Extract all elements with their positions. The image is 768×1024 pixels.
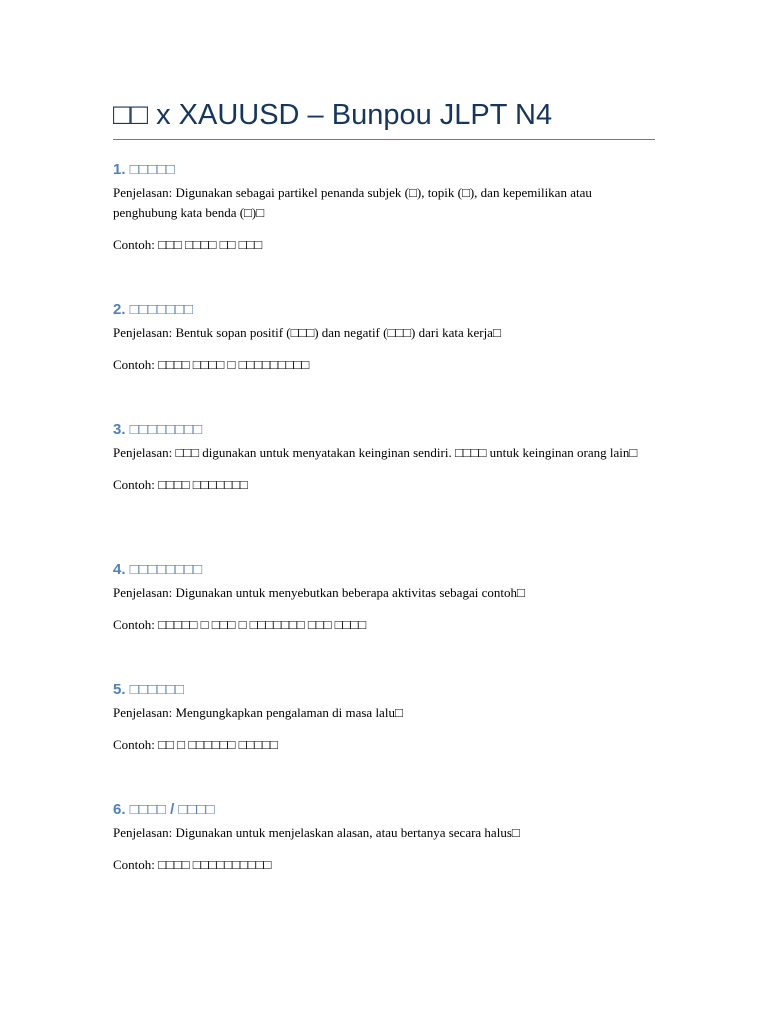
section-heading: 1. □□□□□ — [113, 161, 175, 178]
grammar-section-3 — [113, 420, 658, 495]
section-explanation: Penjelasan: Digunakan sebagai partikel penanda subjek (□), topik (□), dan kepemilikan atau penghubung kata benda (□)□ — [113, 185, 592, 220]
section-heading: 6. □□□□ / □□□□ — [113, 801, 215, 818]
grammar-section-5 — [113, 680, 658, 755]
section-heading: 4. □□□□□□□□ — [113, 561, 203, 578]
section-example: Contoh: □□□□ □□□□□□□□□□ — [113, 857, 272, 872]
section-explanation: Penjelasan: □□□ digunakan untuk menyatakan keinginan sendiri. □□□□ untuk keinginan orang lain□ — [113, 445, 638, 460]
section-example: Contoh: □□□□ □□□□ □ □□□□□□□□□ — [113, 357, 310, 372]
section-explanation: Penjelasan: Digunakan untuk menyebutkan beberapa aktivitas sebagai contoh□ — [113, 585, 525, 600]
document-title: □□ x XAUUSD – Bunpou JLPT N4 — [113, 99, 553, 131]
section-explanation: Penjelasan: Bentuk sopan positif (□□□) dan negatif (□□□) dari kata kerja□ — [113, 325, 501, 340]
section-example: Contoh: □□□ □□□□ □□ □□□ — [113, 237, 263, 252]
title-underline — [113, 139, 655, 140]
section-heading: 3. □□□□□□□□ — [113, 421, 203, 438]
section-example: Contoh: □□ □ □□□□□□ □□□□□ — [113, 737, 278, 752]
section-heading: 5. □□□□□□ — [113, 681, 185, 698]
section-heading: 2. □□□□□□□ — [113, 301, 194, 318]
section-explanation: Penjelasan: Mengungkapkan pengalaman di masa lalu□ — [113, 705, 403, 720]
section-explanation: Penjelasan: Digunakan untuk menjelaskan alasan, atau bertanya secara halus□ — [113, 825, 520, 840]
grammar-section-2 — [113, 300, 658, 375]
section-example: Contoh: □□□□ □□□□□□□ — [113, 477, 248, 492]
section-example: Contoh: □□□□□ □ □□□ □ □□□□□□□ □□□ □□□□ — [113, 617, 367, 632]
grammar-section-4 — [113, 560, 658, 635]
grammar-section-6 — [113, 800, 658, 875]
grammar-section-1 — [113, 160, 658, 255]
